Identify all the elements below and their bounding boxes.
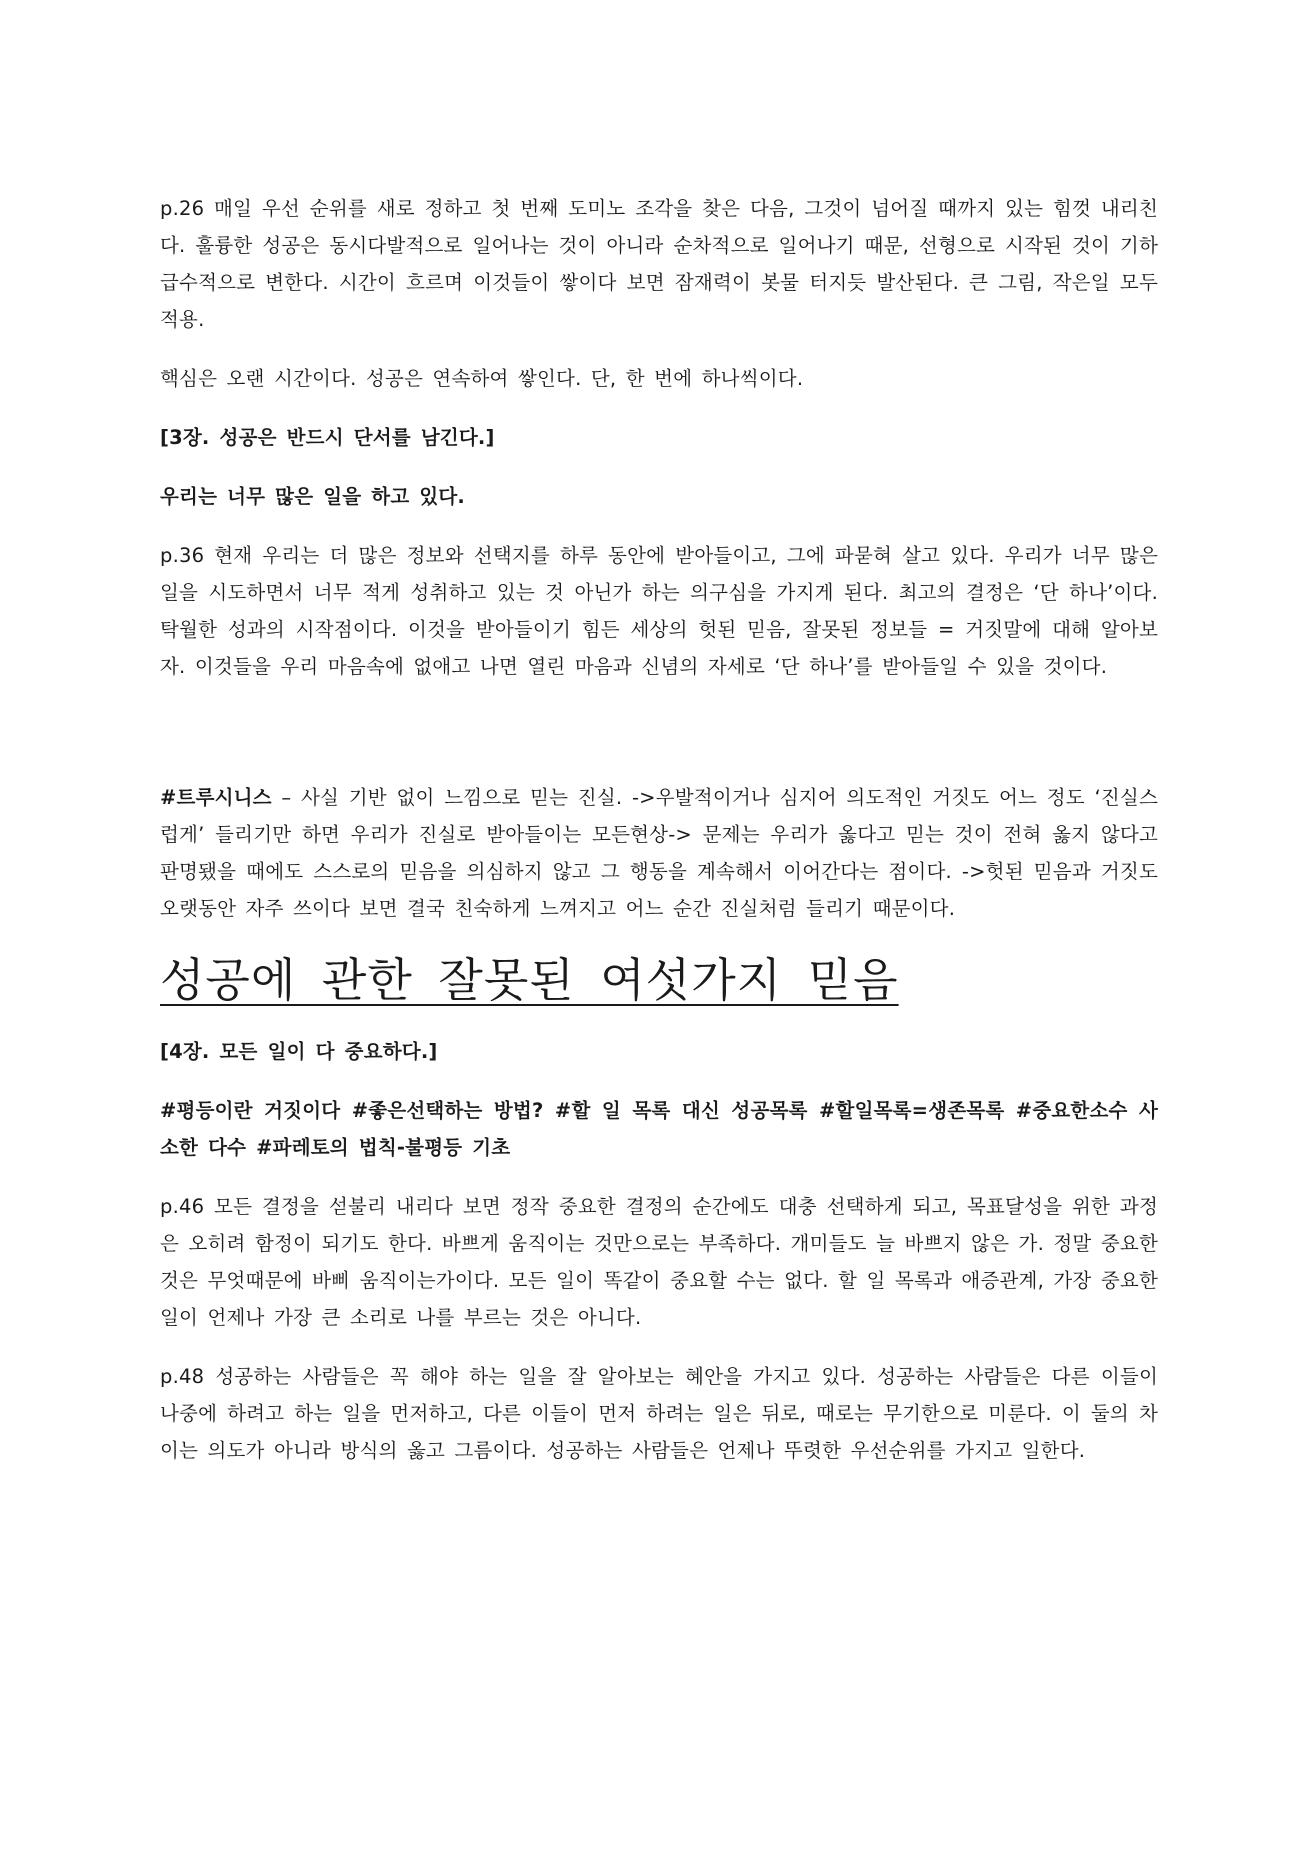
paragraph-truthiness (160, 779, 1158, 927)
chapter3-subtitle: 우리는 너무 많은 일을 하고 있다. (160, 485, 466, 508)
truthiness-definition: – 사실 기반 없이 느낌으로 믿는 진실. ->우발적이거나 심지어 의도적인 거짓도 어느 정도 ‘진실스럽게’ 들리기만 하면 우리가 진실로 받아들이는 모든현상-> 문제는 우리가 옳다고 믿는 것이 전혀 옳지 않다고 판명됐을 때에도 스스로의 믿음을 의심하지 않고 그 행동을 계속해서 이어간다는 점이다. ->헛된 믿음과 거짓도 오랫동안 자주 쓰이다 보면 결국 친숙하게 느껴지고 어느 순간 진실처럼 들리기 때문이다. (160, 786, 1158, 920)
main-heading: 성공에 관한 잘못된 여섯가지 믿음 (160, 953, 899, 1007)
chapter4-tags: #평등이란 거짓이다 #좋은선택하는 방법? #할 일 목록 대신 성공목록 #할일목록=생존목록 #중요한소수 사소한 다수 #파레토의 법칙-불평등 기초 (160, 1099, 1158, 1159)
paragraph-core: 핵심은 오랜 시간이다. 성공은 연속하여 쌓인다. 단, 한 번에 하나씩이다. (160, 367, 804, 390)
paragraph-p46: p.46 모든 결정을 섣불리 내리다 보면 정작 중요한 결정의 순간에도 대충 선택하게 되고, 목표달성을 위한 과정은 오히려 함정이 되기도 한다. 바쁘게 움직이는 것만으로는 부족하다. 개미들도 늘 바쁘지 않은 가. 정말 중요한 것은 무엇때문에 바삐 움직이는가이다. 모든 일이 똑같이 중요할 수는 없다. 할 일 목록과 애증관계, 가장 중요한 일이 언제나 가장 큰 소리로 나를 부르는 것은 아니다. (160, 1195, 1158, 1329)
document-page (160, 190, 1158, 1491)
paragraph-p26: p.26 매일 우선 순위를 새로 정하고 첫 번째 도미노 조각을 찾은 다음, 그것이 넘어질 때까지 있는 힘껏 내리친다. 훌륭한 성공은 동시다발적으로 일어나는 것이 아니라 순차적으로 일어나기 때문, 선형으로 시작된 것이 기하급수적으로 변한다. 시간이 흐르며 이것들이 쌓이다 보면 잠재력이 봇물 터지듯 발산된다. 큰 그림, 작은일 모두 적용. (160, 197, 1158, 331)
chapter4-title: [4장. 모든 일이 다 중요하다.] (160, 1040, 438, 1063)
blank-line (160, 707, 1158, 779)
chapter3-title: [3장. 성공은 반드시 단서를 남긴다.] (160, 426, 495, 449)
paragraph-p36: p.36 현재 우리는 더 많은 정보와 선택지를 하루 동안에 받아들이고, 그에 파묻혀 살고 있다. 우리가 너무 많은 일을 시도하면서 너무 적게 성취하고 있는 것 아닌가 하는 의구심을 가지게 된다. 최고의 결정은 ‘단 하나’이다. 탁월한 성과의 시작점이다. 이것을 받아들이기 힘든 세상의 헛된 믿음, 잘못된 정보들 = 거짓말에 대해 알아보자. 이것들을 우리 마음속에 없애고 나면 열린 마음과 신념의 자세로 ‘단 하나’를 받아들일 수 있을 것이다. (160, 544, 1158, 678)
paragraph-p48: p.48 성공하는 사람들은 꼭 해야 하는 일을 잘 알아보는 혜안을 가지고 있다. 성공하는 사람들은 다른 이들이 나중에 하려고 하는 일을 먼저하고, 다른 이들이 먼저 하려는 일은 뒤로, 때로는 무기한으로 미룬다. 이 둘의 차이는 의도가 아니라 방식의 옳고 그름이다. 성공하는 사람들은 언제나 뚜렷한 우선순위를 가지고 일한다. (160, 1365, 1158, 1462)
truthiness-term: #트루시니스 (160, 786, 272, 809)
